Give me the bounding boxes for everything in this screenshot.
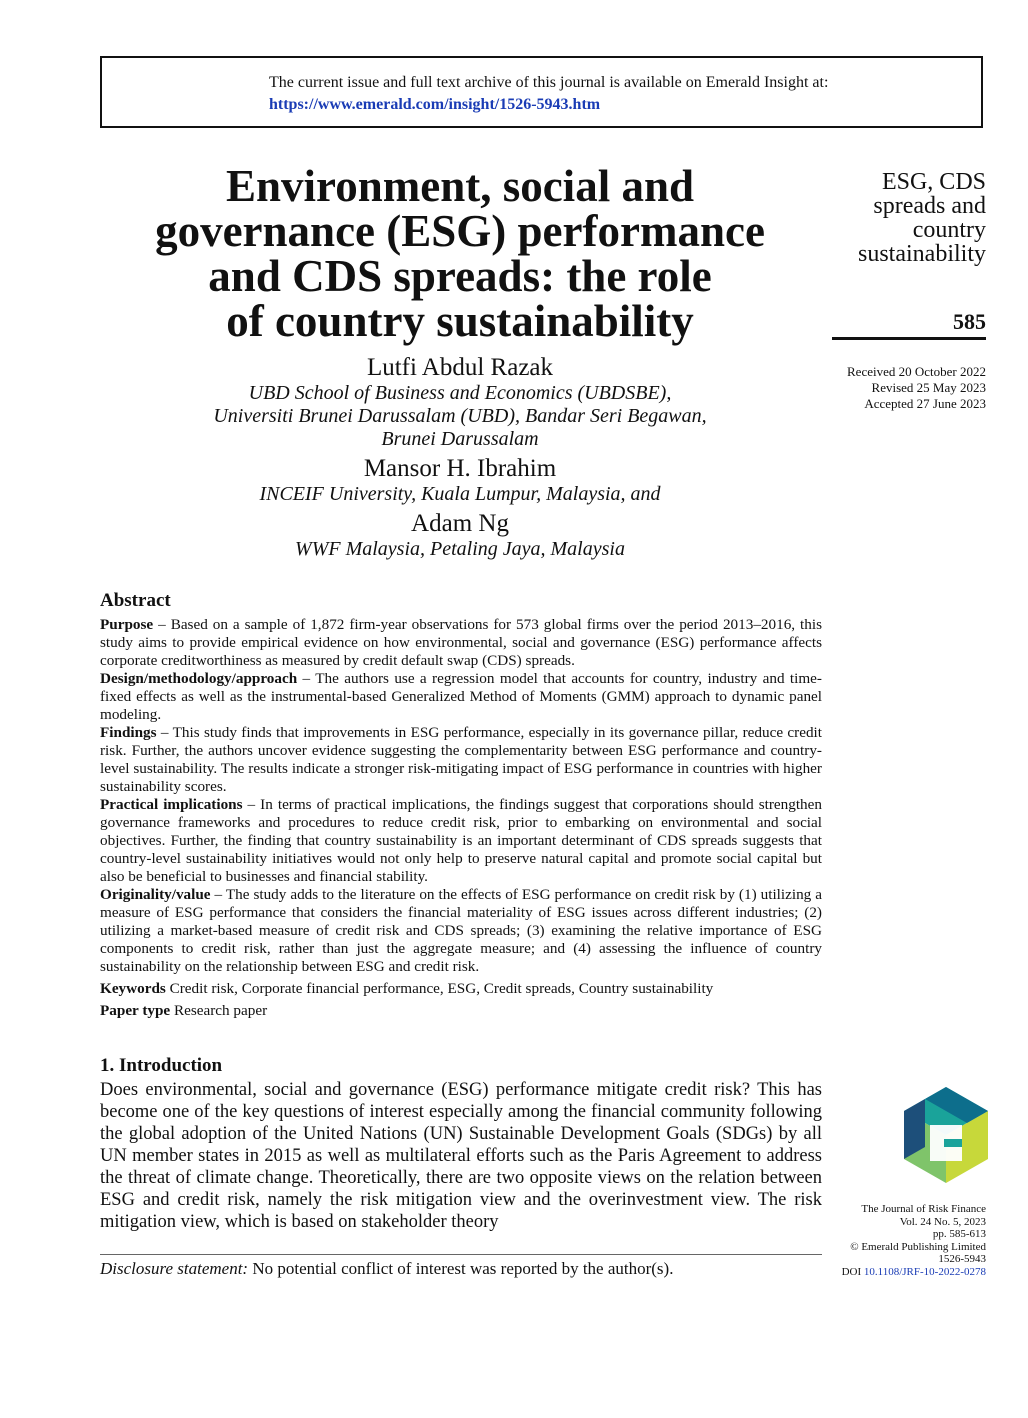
title-line: Environment, social and	[226, 161, 694, 211]
page-number: 585	[953, 309, 986, 334]
doi-link[interactable]: 10.1108/JRF-10-2022-0278	[863, 1265, 986, 1278]
introduction-paragraph: Does environmental, social and governance (ESG) performance mitigate credit risk? This has become one of the key questions of interest especially among the financial community following the global adoption of the United Nations (UN) Sustainable Development Goals (SDGs) by all UN member states in 2015 as well as multilateral efforts such as the Paris Agreement to address the threat of climate change. Theoretically, there are two opposite views on the relation between ESG and credit risk, namely the risk mitigation view and the overinvestment view. The risk mitigation view, which is based on stakeholder theory	[100, 1080, 822, 1232]
section-label: Practical implications	[100, 796, 243, 813]
author-affiliation	[100, 538, 820, 561]
disclosure-text: No potential conflict of interest was reported by the author(s).	[252, 1259, 674, 1278]
running-title-line: ESG, CDS	[881, 169, 986, 195]
dash: –	[210, 886, 226, 903]
section-text: The authors use a regression model that accounts for country, industry and time-fixed effects as well as the instrumental-based Generalized Method of Moments (GMM) approach to dynamic panel modeling.	[100, 670, 822, 723]
dash: –	[153, 616, 171, 633]
abstract-purpose	[100, 616, 822, 670]
journal-name: The Journal of Risk Finance	[861, 1203, 986, 1215]
doi-label: DOI	[841, 1265, 862, 1278]
paper-type-label: Paper type	[100, 1002, 171, 1019]
affiliation-line: WWF Malaysia, Petaling Jaya, Malaysia	[295, 538, 625, 560]
accepted-date: Accepted 27 June 2023	[864, 396, 986, 411]
page-number-rule	[832, 337, 986, 340]
keywords-text: Credit risk, Corporate financial performance, ESG, Credit spreads, Country sustainability	[169, 980, 714, 997]
running-title-line: spreads and	[873, 193, 986, 219]
affiliation-line: INCEIF University, Kuala Lumpur, Malaysia, and	[259, 483, 661, 505]
section-label: Originality/value	[100, 886, 211, 903]
abstract-design	[100, 670, 822, 724]
submission-dates	[847, 364, 986, 412]
journal-availability-banner	[100, 56, 983, 128]
journal-volume: Vol. 24 No. 5, 2023	[899, 1215, 986, 1228]
disclosure-statement	[100, 1259, 673, 1279]
author-affiliation	[100, 483, 820, 506]
running-title-line: sustainability	[858, 241, 986, 267]
abstract-originality	[100, 886, 822, 976]
keywords	[100, 980, 822, 998]
running-title	[858, 170, 986, 266]
section-text: In terms of practical implications, the findings suggest that corporations should strengthen governance frameworks and procedures to reduce credit risk, prior to embarking on environmental and social objectives. Further, the finding that country sustainability is an important determinant of CDS spreads suggests that country-level sustainability initiatives would not only help to preserve natural capital and promote social capital but also be beneficial to businesses and financial stability.	[100, 796, 822, 885]
revised-date: Revised 25 May 2023	[871, 380, 986, 395]
section-label: Purpose	[100, 616, 154, 633]
abstract-findings	[100, 724, 822, 796]
disclosure-label: Disclosure statement:	[100, 1259, 249, 1278]
abstract-heading: Abstract	[100, 590, 171, 611]
journal-doi	[842, 1266, 986, 1279]
footnote-rule	[100, 1254, 822, 1255]
author-block	[100, 354, 820, 561]
journal-pages: pp. 585-613	[932, 1228, 986, 1240]
affiliation-line: Brunei Darussalam	[381, 428, 539, 450]
section-text: This study finds that improvements in ESG performance, especially in its governance pillar, reduce credit risk. Further, the authors uncover evidence suggesting the complementarity between ESG performance and country-level sustainability. The results indicate a stronger risk-mitigating impact of ESG performance in countries with higher sustainability scores.	[100, 724, 823, 795]
journal-archive-link[interactable]: https://www.emerald.com/insight/1526-5943.htm	[269, 96, 601, 113]
banner-text: The current issue and full text archive of this journal is available on Emerald Insight at:	[269, 74, 829, 91]
title-line: governance (ESG) performance	[155, 206, 765, 256]
journal-issn: 1526-5943	[938, 1253, 986, 1265]
dash: –	[156, 724, 173, 741]
section-label: Findings	[100, 724, 157, 741]
author-name: Lutfi Abdul Razak	[366, 354, 554, 381]
emerald-logo-icon	[904, 1087, 988, 1183]
section-text: Based on a sample of 1,872 firm-year observations for 573 global firms over the period 2013–2016, this study aims to provide empirical evidence on how environmental, social and governance (ESG) performance affects corporate creditworthiness as measured by credit default swap (CDS) spreads.	[100, 616, 823, 669]
keywords-label: Keywords	[100, 980, 166, 997]
dash: –	[242, 796, 261, 813]
affiliation-line: Universiti Brunei Darussalam (UBD), Bandar Seri Begawan,	[213, 405, 707, 427]
running-title-line: country	[912, 217, 986, 243]
author-name: Mansor H. Ibrahim	[363, 455, 557, 482]
paper-type	[100, 1002, 822, 1020]
author-affiliation	[100, 382, 820, 451]
section-text: The study adds to the literature on the effects of ESG performance on credit risk by (1) utilizing a measure of ESG performance that considers the financial materiality of ESG issues across different industries; (2) utilizing a market-based measure of credit risk and CDS spreads; (3) examining the relative importance of ESG components to credit risk, rather than just the aggregate measure; and (4) assessing the influence of country sustainability on the relationship between ESG and credit risk.	[100, 886, 822, 975]
author-name: Adam Ng	[411, 510, 509, 537]
paper-type-text: Research paper	[173, 1002, 268, 1019]
abstract	[100, 590, 822, 1020]
journal-publisher: © Emerald Publishing Limited	[850, 1240, 986, 1253]
title-line: of country sustainability	[226, 296, 694, 346]
received-date: Received 20 October 2022	[847, 364, 986, 379]
dash: –	[297, 670, 316, 687]
paper-title	[100, 161, 820, 346]
title-line: and CDS spreads: the role	[208, 251, 712, 301]
abstract-practical-implications	[100, 796, 822, 886]
introduction-heading: 1. Introduction	[100, 1055, 223, 1076]
introduction-section	[100, 1055, 822, 1233]
journal-citation	[842, 1203, 986, 1278]
section-label: Design/methodology/approach	[100, 670, 298, 687]
affiliation-line: UBD School of Business and Economics (UBDSBE),	[248, 382, 672, 404]
